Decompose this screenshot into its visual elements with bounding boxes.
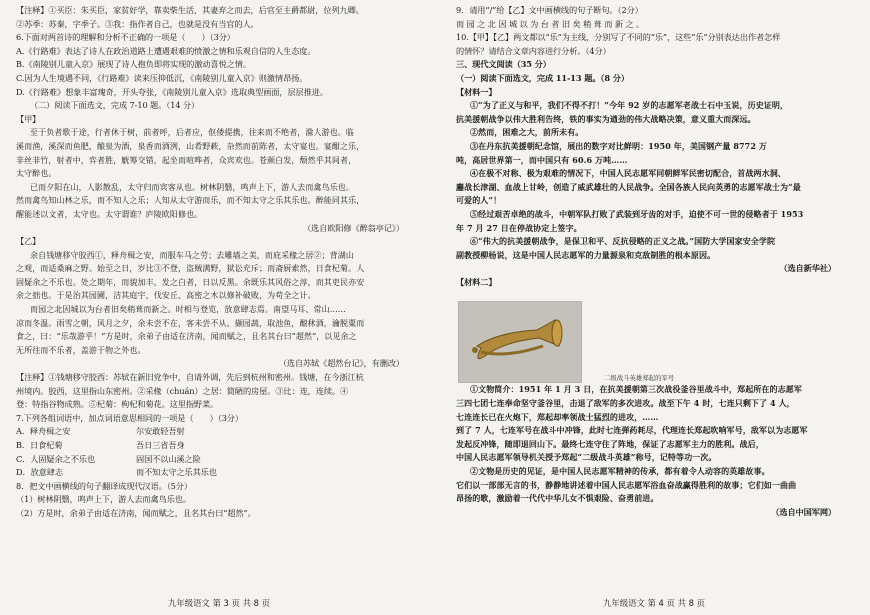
option-right: 而不知太守之乐其乐也	[136, 467, 217, 478]
text-line: 食之，曰：“乐哉游乎！”方是时，余弟子由适在济南，闻而赋之，且名其台曰“超然”，以见余之	[16, 332, 357, 342]
text-line: ⑥“伟大的抗美援朝战争，是保卫和平、反抗侵略的正义之战。”国防大学国家安全学院	[470, 236, 776, 247]
text-line: 【材料二】	[456, 276, 497, 287]
text-line: （2）方是时，余弟子由适在济南，闻而赋之，且名其台曰“超然”。	[16, 507, 256, 518]
text-line: 而园之北因城以为台者旧矣稍葺而新之。时相与登览，放意肆志焉。南望马耳、常山……	[30, 305, 346, 315]
text-line: 到了 7 人，七连军号在战斗中冲锋，此时七连弹药耗尽，代理连长郑起吹响军号，敌军以为志愿军	[456, 425, 808, 436]
page-footer-right: 九年级语文 第 4 页 共 8 页	[602, 598, 705, 608]
text-line: B.《南陵别儿童入京》展现了诗人抱负即将实现的激动喜悦之情。	[16, 59, 251, 70]
text-line: 的情怀？请结合文章内容进行分析。（4分）	[456, 45, 611, 56]
page-footer-left: 九年级语文 第 3 页 共 8 页	[167, 598, 270, 608]
text-line: （选自新华社）	[779, 263, 836, 274]
text-line: 余之拙也。于是治其园圃，洁其庭宇，伐安丘、高密之木以修补破败，为苟全之计。	[16, 291, 316, 301]
text-line: ④在极不对称、极为艰难的情况下，中国人民志愿军同朝鲜军民密切配合，首战两水洞、	[470, 168, 786, 179]
text-line: 余自钱塘移守胶西①，释舟楫之安，而服车马之劳；去雕墙之美，而庇采椽之居②；背湖山	[30, 250, 354, 260]
option-left: B．日食杞菊	[16, 440, 63, 450]
text-line: 【乙】	[16, 236, 41, 247]
right-page-text-2	[456, 383, 854, 519]
option-row	[16, 453, 428, 467]
text-line: 副教授柳杨说，这是中国人民志愿军的力量源泉和克敌制胜的根本原因。	[456, 249, 716, 260]
text-line: （选自中国军网）	[771, 506, 836, 517]
text-line: 它们以一部部无言的书，静静地讲述着中国人民志愿军浴血奋战赢得胜利的故事；它们如一曲曲	[456, 479, 797, 490]
text-line: 【注释】①买臣：朱买臣，家贫好学，靠卖柴生活，其妻弃之而去，后官至主爵都尉，位列九卿。	[16, 5, 364, 15]
right-page	[438, 0, 870, 615]
text-line: 太守醉也。	[16, 169, 57, 179]
text-line: 年 7 月 27 日在停战协定上签字。	[456, 222, 582, 233]
text-line: ②然而，困难之大，前所未有。	[470, 127, 584, 138]
text-line: 7.下列各组词语中，加点词语意思相同的一项是（ ）（3分）	[16, 412, 243, 423]
option-right: 尔安敢轻吾射	[136, 426, 185, 437]
option-row	[16, 439, 428, 453]
text-line: ②苏季：苏秦，字季子。③我：指作者自己，也就是没有当官的人。	[16, 18, 259, 29]
left-page-text	[16, 4, 428, 425]
question-7-options	[16, 425, 428, 479]
text-line: 鏖战长津湖、血战上甘岭，创造了威武雄壮的人民战争。全国各族人民向英勇的志愿军战士为“最	[456, 181, 801, 192]
text-line: 七连连长已在火炮下，郑起却率领战士猛烈的进攻，……	[456, 411, 659, 422]
option-left: C．人固疑余之不乐也	[16, 453, 95, 464]
text-line: （二）阅读下面选文，完成 7-10 题。（14 分）	[30, 100, 200, 111]
text-line: ②文物是历史的见证，是中国人民志愿军精神的传承，都有着令人动容的英雄故事。	[470, 466, 770, 477]
text-line: 吨，高居世界第一，而中国只有 60.6 万吨……	[456, 154, 628, 165]
option-row	[16, 425, 428, 439]
text-line: ⑤经过艰苦卓绝的战斗，中朝军队打败了武装到牙齿的对手，迫使不可一世的侵略者于 1953	[470, 208, 804, 219]
text-line: （选自苏轼《超然台记》，有删改）	[278, 358, 404, 369]
text-line: ①文物简介：1951 年 1 月 3 日，在抗美援朝第三次战役釜谷里战斗中，郑起所在的志愿军	[470, 384, 802, 395]
text-line: 8．把文中画横线的句子翻译成现代汉语。（5分）	[16, 480, 192, 491]
text-line: 州境内。胶西，这里指山东密州。②采椽（chuán）之居：简陋的房屋。③比：连，连续。④	[16, 385, 349, 396]
text-line: （1）树林阴翳，鸣声上下，游人去而禽鸟乐也。	[16, 494, 191, 505]
text-line: 6.下面对两首诗的理解和分析不正确的一项是（ ）（3分）	[16, 32, 235, 43]
text-line: 中国人民志愿军领导机关授予郑起“二级战斗英雄”称号，记特等功一次。	[456, 452, 717, 463]
bugle-photo	[458, 301, 582, 383]
bugle-figure	[456, 289, 854, 383]
option-right: 吾日三省吾身	[136, 440, 185, 450]
text-line: 溪而渔，溪深而鱼肥，酿泉为酒，泉香而酒洌，山肴野蔌，杂然而前陈者，太守宴也。宴酣之乐，	[16, 141, 365, 151]
text-line: 醒能述以文者，太守也。太守谓谁？庐陵欧阳修也。	[16, 209, 203, 219]
text-line: 三、现代文阅读（35 分）	[456, 59, 551, 70]
text-line: 【甲】	[16, 113, 41, 124]
text-line: （选自欧阳修《醉翁亭记》）	[302, 222, 404, 233]
text-line: ③在丹东抗美援朝纪念馆，展出的数字对比鲜明：1950 年，美国钢产量 8772 万	[470, 140, 767, 151]
text-line: 之观，而适桑麻之野。始至之日，岁比③不登，盗贼满野，狱讼充斥；而斋厨索然，日食杞菊。人	[16, 264, 365, 274]
text-line: D.《行路难》想象丰富瑰奇，开头夸张，《南陵别儿童入京》选取典型画面，层层推进。	[16, 86, 328, 97]
text-line: （一）阅读下面选文，完成 11-13 题。（8 分）	[456, 72, 629, 83]
option-left: D．放意肆志	[16, 467, 63, 478]
text-line: A.《行路难》表达了诗人在政治道路上遭遇艰难的愤激之情和乐观自信的人生态度。	[16, 45, 316, 56]
text-line: 9．请用“/”给【乙】文中画横线的句子断句。（2分）	[456, 5, 643, 15]
text-line: 然而禽鸟知山林之乐，而不知人之乐；人知从太守游而乐，而不知太守之乐其乐也。醉能同其乐，	[16, 196, 365, 206]
option-row	[16, 466, 428, 480]
text-line: 【注释】①钱塘移守胶西：苏轼在新旧党争中，自请外调，先后到杭州和密州。钱塘，在今浙江杭	[16, 372, 364, 383]
text-line: 昂扬的歌，激励着一代代中华儿女不惧艰险、奋勇前进。	[456, 493, 659, 504]
option-right: 固国不以山溪之险	[136, 453, 201, 464]
text-line: 凉而冬温。雨雪之朝，风月之夕，余未尝不在，客未尝不从。撷园蔬，取池鱼，酿秫酒，瀹脱粟而	[16, 318, 365, 328]
text-line: 发起反冲锋，随即退回山下。最终七连守住了阵地，保证了志愿军主力的胜利。战后，	[456, 438, 764, 449]
question-8-text	[16, 480, 428, 521]
text-line: 至于负者歌于途，行者休于树，前者呼，后者应，伛偻提携，往来而不绝者，滁人游也。临	[30, 128, 354, 138]
text-line: ①“为了正义与和平，我们不得不打！”今年 92 岁的志愿军老战士石中玉说，历史证明，	[470, 100, 789, 111]
text-line: C.因为人生境遇不同，《行路难》读来压抑低沉，《南陵别儿童入京》则激情昂扬。	[16, 72, 308, 83]
text-line: 已而夕阳在山，人影散乱，太守归而宾客从也。树林阴翳，鸣声上下，游人去而禽鸟乐也。	[30, 182, 354, 192]
text-line: 抗美援朝战争以伟大胜利告终，铁的事实为遒劲的伟大战略决策，意义重大而深远。	[456, 113, 756, 124]
right-page-text	[456, 4, 854, 289]
bugle-caption: 二级战斗英雄郑起的军号	[604, 374, 675, 383]
bugle-icon	[459, 302, 581, 382]
text-line: 10.【甲】【乙】两文都以“乐”为主线，分别写了不同的“乐”，这些“乐”分别表达出作者怎样	[456, 32, 781, 43]
text-line: 非丝非竹，射者中，弈者胜，觥筹交错，起坐而喧哗者，众宾欢也。苍颜白发，颓然乎其间者，	[16, 155, 357, 165]
text-line: 无所往而不乐者，盖游于物之外也。	[16, 345, 146, 355]
text-line: 三四七团七连奉命坚守釜谷里，击退了敌军的多次进攻。战至下午 4 时，七连只剩下了 4 人，	[456, 398, 795, 409]
text-line: 登：特指谷物成熟。⑤杞菊：枸杞和菊花。这里指野菜。	[16, 399, 219, 410]
text-line: 【材料一】	[456, 86, 497, 97]
text-line: 可爱的人”！	[456, 195, 502, 206]
option-left: A．释舟楫之安	[16, 426, 71, 437]
text-line: 固疑余之不乐也。处之期年，而貌加丰，发之白者，日以反黑。余既乐其风俗之淳，而其吏民亦安	[16, 277, 365, 287]
text-line: 而 园 之 北 因 城 以 为 台 者 旧 矣 稍 葺 而 新 之 。	[456, 18, 645, 29]
